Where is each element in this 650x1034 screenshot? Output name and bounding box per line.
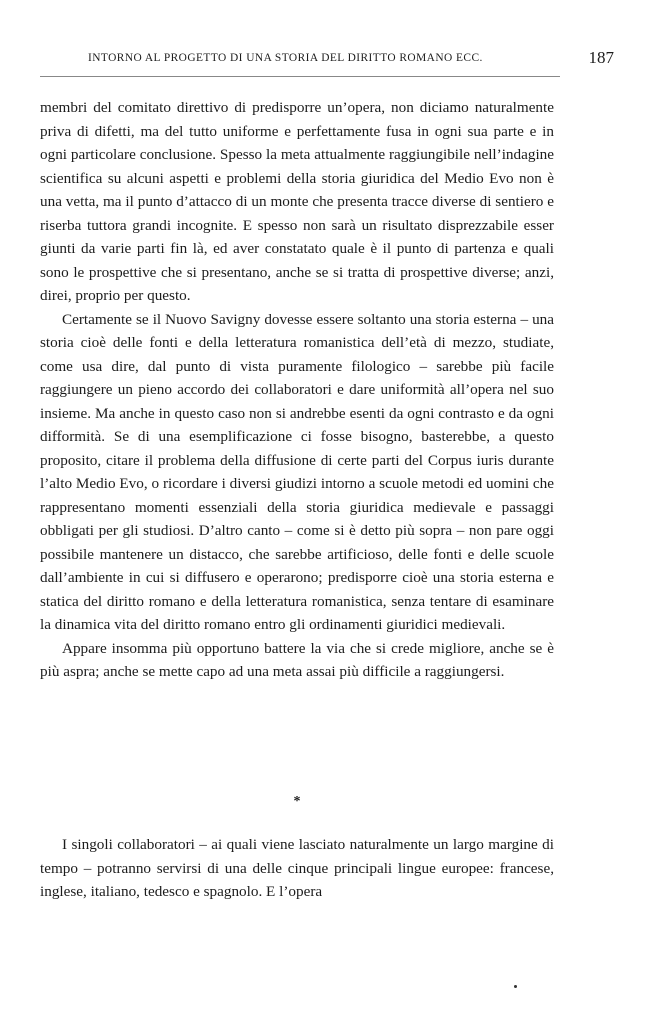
page-number: 187 — [588, 48, 614, 67]
paragraph: Appare insomma più opportuno battere la via che si crede migliore, anche se è più aspra; anche se mette capo ad una meta assai più difficile a raggiungersi. — [40, 639, 554, 680]
print-speck — [514, 985, 517, 988]
section-break-asterisk: * — [293, 794, 301, 809]
body-text-continued — [40, 833, 554, 904]
paragraph: I singoli collaboratori – ai quali viene lasciato naturalmente un largo margine di tempo – potranno servirsi di una delle cinque principali lingue europee: francese, inglese, italiano, tedesco e spagnolo. E l’opera — [40, 836, 554, 900]
running-head — [40, 50, 614, 74]
paragraph-continued: membri del comitato direttivo di predisporre un’opera, non diciamo naturalmente priva di difetti, ma del tutto uniforme e perfettamente fusa in ogni sua parte e in ogni particolare conclusione. Spesso la meta attualmente raggiungibile nell’indagine scientifica su alcuni aspetti e problemi della storia giuridica del Medio Evo non è una vetta, ma il punto d’attacco di un monte che presenta tracce diverse di sentiero e riserba tuttora grandi incognite. E spesso non sarà un risultato disprezzabile esser giunti da varie parti fin là, ed aver constatato quale è il punto di partenza e quali sono le prospettive che si presentano, anche se si tratta di prospettive diverse; anzi, direi, proprio per questo. — [40, 99, 554, 304]
running-title: INTORNO AL PROGETTO DI UNA STORIA DEL DIRITTO ROMANO ECC. — [88, 52, 483, 64]
header-rule — [40, 76, 560, 77]
body-text — [40, 96, 554, 684]
paragraph: Certamente se il Nuovo Savigny dovesse essere soltanto una storia esterna – una storia cioè delle fonti e della letteratura romanistica dell’età di mezzo, studiate, come usa dire, dal punto di vista puramente filologico – sarebbe più facile raggiungere un pieno accordo dei collaboratori e dare uniformità all’opera nel suo insieme. Ma anche in questo caso non si andrebbe esenti da ogni contrasto e da ogni difformità. Se di una esemplificazione ci fosse bisogno, basterebbe, a questo proposito, citare il problema della diffusione di certe parti del Corpus iuris durante l’alto Medio Evo, o ricordare i diversi giudizi intorno a scuole metodi ed uomini che rappresentano momenti essenziali della storia giuridica medievale e passaggi obbligati per gli studiosi. D’altro canto – come si è detto più sopra – non pare oggi possibile mantenere un distacco, che sarebbe artificioso, delle fonti e delle scuole dall’ambiente in cui si diffusero e operarono; predisporre cioè una storia esterna e statica del diritto romano e della letteratura romanistica, senza tentare di esaminare la dinamica vita del diritto romano entro gli ordinamenti giuridici medievali. — [40, 310, 554, 633]
